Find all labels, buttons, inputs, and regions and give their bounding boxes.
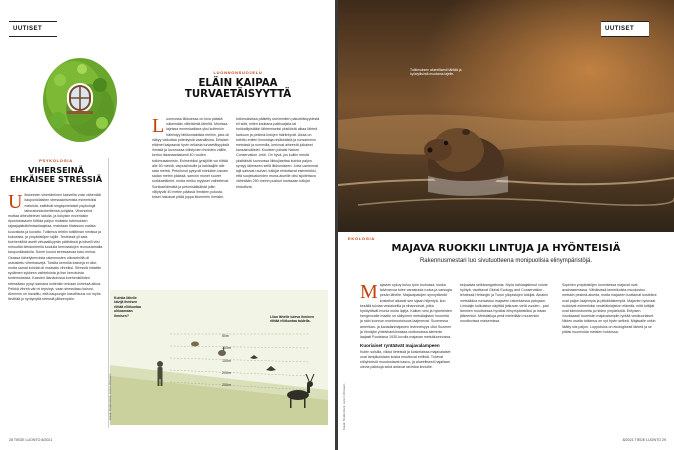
folio: 28 TIEDE LUONTO 8/2021 (9, 438, 53, 442)
section-tag (9, 21, 57, 37)
distance-label: 50m (222, 334, 229, 338)
article-title: MAJAVA RUOKKII LINTUJA JA HYÖNTEISIÄ (391, 243, 621, 254)
right-page (338, 0, 674, 450)
article-green-wall (8, 158, 104, 443)
article-text: lkoseinien vihertäminen kasveilla voisi vähentää kaupunkilaisten stressaantumista esimerkiksi meluista, esittävät singaporelaiset psykologit laboratoriokokeittensa pohjalta. Viherseinä muttaa aiheuttelevin ladulla, ja kokyisin ecceriaisin ripustustaviorin tötttäa paljon muitakin tutkmuksen rajaajajaitutkilmtaarlaajelaa, maintaan tilaissuus maista kuuvakota ja kuvattu. Tutkimus tehtiin tutkitiinan nimissa ja kokoeista, ja ympäristöjen lajille. Testeissä yli sata koehenkilöä asetti virtuaalikyprän päähänsä ja kävelli viisi minuuttia tietokoneella luodulla kerrostalojen reunustamalla kaupunkikadulla. Some kuulut stressaavaa katu-melua. Osassa kävelykerroista rakennusten ulkoseinillä oli ositustettu viherkasvejä. Toisilla kerroilla kasveja ei ollut, mutta samat kohdat oli maalattu vihreiksi. Stressiä mitattiin sydämen sykkeen vaihteluista ja itse kerrotuista tuntemuksista. Kasvien läsnäolossa koehenkilöiden stressitaso pysyi samana kuitenkin enkaan kohessä alkua. Pelkkä vihreä väri ei tepsinyt, vaan stressitaso kohosi. Aiemmin on havaittu, että kaupungin kasvillisuus voi myös lievittää jo syntynyttä stressiä jälkeenpäin. (8, 193, 103, 302)
article-title (8, 166, 104, 183)
distance-label: 250m (222, 383, 231, 388)
distance-label: 150m (222, 358, 231, 363)
article-kicker: EKOLOGIA (348, 236, 375, 241)
photo-credit: Kuvat: Shutterstock, Lumon Olmaven (342, 383, 346, 430)
title-line-1: VIHERSEINÄ (28, 165, 84, 175)
illustration-caption: Kuinka lähelle kävijä ihmisen riittää eliökuntaa uhkaamaan ihmisen? (114, 296, 141, 318)
article-text: uonnossa liikkuessa on kiva päästä näkemään villieläimiä läheltä. Monissa lajeissa ennenkaikkea yksi kuitenkin häiriintyy lähikontaktista meihin, joka oli näkyy vaikuttaa pidentyisiä vaarallisina. Erilaiset eläimet kaipaavat hyvin erilaisia turvaetäisyyksiä ihmisiä ja luonnossa viilistyvien ihmisten välille, kertoo läsanaanlaisesti 40 ruoden tutkimusaineisto. Esimerkiksi jyrsijöille voi riittää alle 50 metriä, varpuslintuille ja kahlaajille alle sata metriä. Petolinnut pysyvät mieluiten useam sadan metrin päässä, samoin monet suuret sorkkaeläimet, mutta melko myykset vaihtelevat. Sorkkaeläimistä ja petonisäkkäistä joltin villiytyvät 40 metrin päässä ihmisten polusta, toiset haluavat pitää joppa kilometrin ihmisiin. (152, 117, 230, 200)
section-label: UUTISET (13, 26, 43, 32)
article-kicker: PSYKOLOGIA (39, 158, 73, 163)
window-wall-illustration (40, 55, 120, 145)
dropcap: M (360, 283, 378, 303)
title-line-1: ELÄIN KAIPAA (198, 78, 278, 89)
article-body-col2 (460, 283, 554, 433)
article-text: ajavien sykoy kuluu työn touhussa, koska talvivarvoa tulee varastoida ruoka-ja varsogia pesän lähelle. Majavapatojen synnyttämät kosteikot alkavat sen sijaan hiljentyä, kun kesällä tulviaa vesialueilla ja vihannoivat, jotka hyödyttävät monia muita lajeja. Kaiken vesi ja hyönteisten hengenvalle maalle on säilyneen metsälajiston huoneita ja näin luonnon monimuotoisuus laajenevat. Suomessa amerikan- ja kanadanmajavien levinneisyys ollut Suomen ja Venäjän yhteishankinnassa ulottumassa aiemmin laajasti Ruotsissa 1930-luvulla majavan metsäluonnossa. (360, 283, 452, 340)
distance-label: 200m (222, 370, 231, 375)
title-line-2: EHKÄISEE STRESSIÄ (9, 173, 103, 184)
article-body-col3 (562, 283, 658, 433)
article-beaver (344, 236, 668, 264)
dropcap: U (8, 193, 23, 214)
rodent-icon (191, 342, 199, 347)
section-label: UUTISET (605, 26, 635, 32)
green-wall-illustration (40, 55, 120, 145)
distance-labels (222, 330, 231, 391)
photo-caption: Tutkimuksen alueellisesti tähtää ja hyödyllisintä muutama lajelle. (410, 68, 462, 77)
article-text: Sopivien ympäristöjen luomisessa majavat ovat avainasemassa. Vähäisissä lammikoista muodostuu metsäin pesimä-alueita, mutta majavien tuottamat kosteikot ovat paljon laajempia ja pitkäikäisempiä. Majavien työmaat ruokkivat esimerkiksi vesieläinlajiston elämää, mitä tutkijat ovat kiinnostuneita ja niiden ympäristöä. Erityisen innokkaasti tuoreisiin majavalampiin ryntää vesikuoriaiset. Niiden osalta tutkimus on nyt hyvin selkeä. Majavalle onkin lisätty siis paljon. Lopputulos on ekologisesti tärkeä ja se pitäisi huomioida metsien hoidossa. (562, 283, 657, 334)
folio: 8/2021 TIEDE LUONTO 29 (622, 438, 666, 442)
article-text: kelpaavia selkärangattomia. Myös kahlaajalinnut voivat hyötyä, osoittavat Global Ecology and Conservation -lehdessä Helsingin ja Turun yliopistojen tutkijat. Ainakin metsäkiloa runsastuu majavien rakentaessa patojaan. Lintulajin kulkuiston näyttää jatkuvan vielä vuoden - pari lammen muuttuessa hyväksi elinympäristöksi ja tulvan jälkeenkin. Metsäkiloja pesii mielellään muutenkin muuttuvissa maisemissa. (460, 283, 549, 324)
article-body-col1 (360, 283, 452, 433)
dropcap: L (152, 117, 165, 137)
article-kicker: LUONNONSUOJELU (213, 70, 263, 75)
distance-label: 100m (222, 346, 231, 351)
wildlife-distance-illustration (110, 290, 328, 425)
article-body-col1 (152, 117, 230, 227)
article-text: tutkimuksissa päätelty useimmiten pakoetäisyydestä eli siitä, miten kaukana paitkoajista tai turkkailipistäkin lähtemiseksi yksilöistä alkaa lähteä karkuun ja pesimä-lintujen häiriintyvät. Aissa on tutkittu eniten linnustaja nisäkkäistä ja runsaimmin metsissä ja nummilla, kertovat aiheestä julkaiset kansainvälistet. Kooisten julkaisi Nature Conservation -lehti. On hyvä, jos kulkin mestä yksittäistä luonnossa liikkujiaettaa kuinka paljon syntyy läheiseen sellä liikkumiseen. Jotta useimmat lajit saisivat rauhan, tutkijat ehdottavat esimerkiksi, että suojelualueiden reuna-alueille olisi sijoitettava vähintään 250 metrin puskuri tosissaan tutkijat ehdottivat. (236, 117, 320, 189)
left-page (0, 0, 335, 450)
illustration-note: Liian lähelle tuleva ihminen riittää eliökuntaa taidella. (270, 315, 315, 324)
article-subhead: Kuoriaiset ryntäävät majavalampeen (360, 343, 440, 349)
title-line-2: TURVAETÄISYYTTÄ (184, 88, 292, 100)
section-tag (601, 21, 649, 37)
article-body (8, 193, 104, 443)
article-title (150, 79, 326, 100)
article-standfirst: Rakennusmestari luo sivutuotteena monipuolisia elinympäristöjä. (419, 257, 593, 264)
article-wildlife-distance (150, 70, 326, 100)
article-body-col2 (236, 117, 320, 309)
photo-credit: Kuvat: Shutterstock, Lumon Olmaven (108, 373, 112, 420)
article-text: Kuten soisilla, vikkoi lieteissä ja koskelaissa majavalaiset ovat lampikoistaan koska muuttuvat erillisiä. Tulvivat eliöyhteisöt muodostavat kasvu- ja alueellisesti hajallaan olevia paikkoja sekä antavat ravintoa linnuille. (360, 349, 451, 370)
